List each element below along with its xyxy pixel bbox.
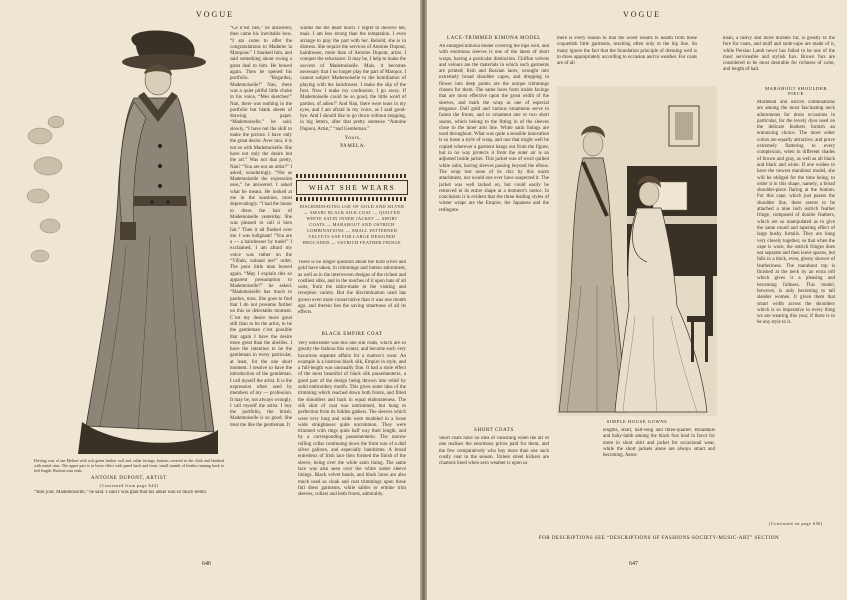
- short-coats-text: Short coats have no idea of vanishing when the art of one realises the enormous prices paid for them, and the few comparatively who buy more than one such costly coat in the season. Unless street kickers are chamois lined when zero weather is upon us: [439, 436, 549, 467]
- right-column-2-top-text: there is every reason to fear the worst results to health from these coquettish little garments, reaching often only to the hip line. So many ignore the fact that the foundation principle of dressing well is to dress appropriately according to occasion and to weather. Fur coats are of all: [557, 36, 697, 67]
- house-gowns-illustration: [557, 86, 717, 416]
- figure-caption: Driving coat of tan Melton with soft green leather cuff and collar facings, buttons covered in the cloth and finished with metal rims. The upper part is in loose effect with panel back and front, small strands of leather running back to belt length. Buttons trim ends.: [34, 458, 224, 473]
- lace-kimona-heading: LACE-TRIMMED KIMONA MODEL: [447, 36, 541, 41]
- story-title: ANTOINE DUPONT, ARTIST: [91, 476, 167, 481]
- story-continued: (Continued from page 644): [99, 483, 159, 488]
- left-column-3-text: Very noticeable was this one silk coats, which are so greatly the fashion this winter, and become such very luxurious separate affairs for a matron’s wear. An example is a lustrous black silk, Empire in style, and a full-length was unusually fine. It had a stole effect of the most beautiful of black silk passementerie, a good part of the design being thrown into relief by solid embroidery motifs. This gives some idea of the trimming which reached down both fronts, and fitted the shoulders and back in equal elaborateness. The silk skirt of coat was untrimmed, but hung to perfection from its hidden gathers. The sleeves which were very long and wide were modeled in a loose wide straightness quite uncommon. They were trimmed with rings quite half way their length, and by a corresponding passementerie. The narrow rolling collar continuing down the front was of a dull silver galloon, and especially handsome. A broad entredeux of Irish lace then formed the finish of the sleeve, being over the white satin lining. The same lace was also seen over the white under sleeve linings. Black velvet bands, and black laces are also much used as cloak and coat trimmings upon these full dress garments, while sables or ermine trim sleeves, collars and both fronts, admirably.: [298, 341, 406, 498]
- section-title: WHAT SHE WEARS: [296, 180, 408, 195]
- section-rule-bottom: [296, 197, 406, 201]
- descriptions-footline: FOR DESCRIPTIONS SEE “DESCRIPTIONS OF FASHIONS-SOCIETY-MUSIC-ART” SECTION: [538, 536, 780, 541]
- driving-coat-illustration: [26, 26, 226, 454]
- short-coats-heading: SHORT COATS: [474, 428, 514, 433]
- right-running-head: VOGUE: [623, 10, 661, 19]
- section-summary: DISCRIMINATING USE OF GOLD AND SILVER — SMART BLACK SILK COAT — QUILTED WHITE SATIN INNER JACKET — SHORT COATS — MARABOUT AND OSTRICH COMBINATIONS — SMALL PATTERNED VELVETS USE FOR LARGE DESIGNED BROCADED — OSTRICH FEATHER FRINGE: [299, 204, 405, 245]
- gutter: [420, 0, 427, 600]
- story-open-text: “Bon jour, Mademoiselle,” he said. I said I was glad that his ankle was so much better.: [34, 490, 208, 495]
- continued-note: (Continued on page 650): [769, 521, 823, 526]
- left-column-1-text: “Ce n’est rien,” he answered, then came his inevitable bow. “I am come to offer the congratulations to Madame la Marquise.” I thanked him, and said something about owing a great deal to him. He bowed again. Then he opened his portfolio. “Regardez, Mademoiselle!” Nan, there was a quiet pitiful little choke in his voice, “Mes sketches!” Nan, there was nothing in the portfolio but blank sheets of drawing paper. “Mademoiselle,” he said, slowly, “I have not the skill to make the picture. I have only the great desire. Avec moi, it is not so with Mademoiselle. She have not only the desire but the art.” Was not that pretty, Nan? “You are not an artist?” I asked, wonderingly. “Not as Mademoiselle the expression uses,” he answered. I asked what he meant. He looked at me in the sunshine, most deprecatingly. “I had the honor to dress the hair of Mademoiselle yesterday. She was pleased to call it bien fait.” Then it all flashed over me. I was indignant! “You are a — a hairdresser by trade!” I exclaimed. I am afraid my voice was rather on the “Villain, unhand me!” order. The poor little man bowed again. “May I explain this so apparent presumption to Mademoiselle?” he asked. “Mademoiselle has much to pardon, miss. She goes to find that I do not presume further on this so delectable moment. C’est my desire more great still than to be the artist, to be the gentleman c’est possible that again I have the desire more great than the abeilles. I have the intention to be the gentleman in every particular, at least, for the one short moment. I resolve to have the introduction of the gentleman. I call myself the artist. It is the expression often used by members of my — profession. It may be, not always wrongly. I call myself the artist. I buy the portfolio, the brush. Mademoiselle is so good. She treat me like the gentleman. It: [230, 26, 292, 428]
- left-page: [0, 0, 420, 600]
- marabout-text: Marabout and ostrich combinations are among the most fascinating neck adornments for dress occasions in particular, for the lovely dyes used on the delicate feathers furnish an entrancing choice. The more sober colors are equally attractive, and prove extremely flattering to every complexion, when in different shades of brown and gray, as well as all black and black and white. If one wishes to have the newest marabout model, she will be obliged for the time being, to order it in this shape, namely, a broad shoulder-piece flaring at the bottom. For this cape, which just passes the shoulder line, there seems to be attached a nine inch ostrich feather fringe, composed of double feathers, which are so manipulated as to give the same round and tapering effect of large bushy furtails. They are hung very closely together, so that when the cape is worn, the ostrich fringes does not separate and then leave spaces, but falls in a thick, even, glossy shower of featheriness. The marabout top is finished at the neck by an extra roll which gives it a pleasing and becoming fullness. This model, however, is only becoming to tall slender women. It given them that smart width across the shoulders which is so imperative in every thing we are wearing this year, if there is to be any style to it.: [757, 100, 835, 326]
- left-running-head: VOGUE: [196, 10, 234, 19]
- marabout-heading: MARABOUT SHOULDER PIECE: [764, 86, 828, 96]
- right-column-1-text: An enlarged kimona model covering the hips well, and with enormous sleeves is one of the latest of short wraps, having a particular distinction. Chiffon velvets and velours are the materials in which such garments are printed; Irish and Russian laces, wrought into extremely broad shoulder capes, and dropping in flower into deep points are the unique trimmings chosen for them. The same laces form inside facings that are most effective upon the great width of the sleeves, and mark the wrap as one of especial elegance. Dull gold and various ornaments serve to fasten the fronts, and to ornament one or two short seams, which belong to the fitting in of the sleeves close to the inner arm line. White satin linings are used throughout. What was quite a sensible innovation is so loose a style of wrap, and one that might well be copied wherever a garment hangs out from the figure, but in no way protects it from the outer air is an adjusted inside jacket. This jacket was of word quilted white satin, having sleeves passing beyond the elbow. The wrap lost none of its chic by this warm attachment, nor would one ever have suspected it. The jacket was well tacked on, but could easily be removed in its entire shape at a moment’s notice. In conclusion it is evident that the three leading styles of winter wraps are the Empire, the Japanese and the redingote.: [439, 44, 549, 213]
- section-intro: There is no longer question about the bold silver and gold have taken, in trimmings and button adornment, as well as in the interwoven designs of the richest and costliest silks, and in the touches of it upon hats of all sorts, from the tailor-made to the visiting and reception variety. But the discrimination used has grown even more conservative than it was one month ago, and therein lies the saving smartness of all its effects.: [298, 260, 406, 316]
- right-page: [427, 0, 847, 600]
- left-folio: 646: [202, 561, 211, 567]
- right-folio: 647: [629, 561, 638, 567]
- black-empire-coat-heading: BLACK EMPIRE COAT: [321, 332, 383, 337]
- signature: PAMELA.: [340, 144, 366, 149]
- right-column-2-bottom-text: lengths, short, half-long and three-quarter. Broadtails and baby-lamb among the black furs lead in favor for more in short skirt and jacket for occasional wear, while the short jackets alone are always smart and becoming. Astra-: [603, 428, 715, 459]
- right-column-3-top-text: khan, a heavy and more durable fur, is greatly to the fore for coats, and muff and stole-cape are made of it, while Persian Lamb never has failed to be one of the most serviceable and stylish furs. Brown furs are considered to be most desirable for richness of color, and length of hair.: [723, 36, 835, 73]
- left-column-2-text: warms me the heart much. I regret to deceive her, mais. I am less strong than the temptation. I even arrange to play the part with her. Behold, she is in distress. She require the services of Antoine Dupont, hairdresser, more than of Antoine Dupont, artist. I conquer the reluctance. It may be, I help to make the success of Mademoiselle. Mais, it becomes necessary that I no longer play the part of Marquis. I cannot subject Mademoiselle to the humiliation of playing with the hairdresser. I make the slip of the foot. Now I make my confession, I go away. If Mademoiselle could be so good, the little word of pardon, of adieu!” And Nan, there were tears in my eyes, and I am afraid in my voice, as I said good-bye. And I should like to go down without stopping, in big letters, after that pretty sentence “Antoine Dupont, Artist,” “and Gentleman.”: [300, 26, 406, 132]
- sign-off: Yours,: [344, 136, 362, 141]
- section-rule-top: [296, 174, 406, 178]
- house-gowns-caption: SIMPLE HOUSE GOWNS: [606, 419, 668, 424]
